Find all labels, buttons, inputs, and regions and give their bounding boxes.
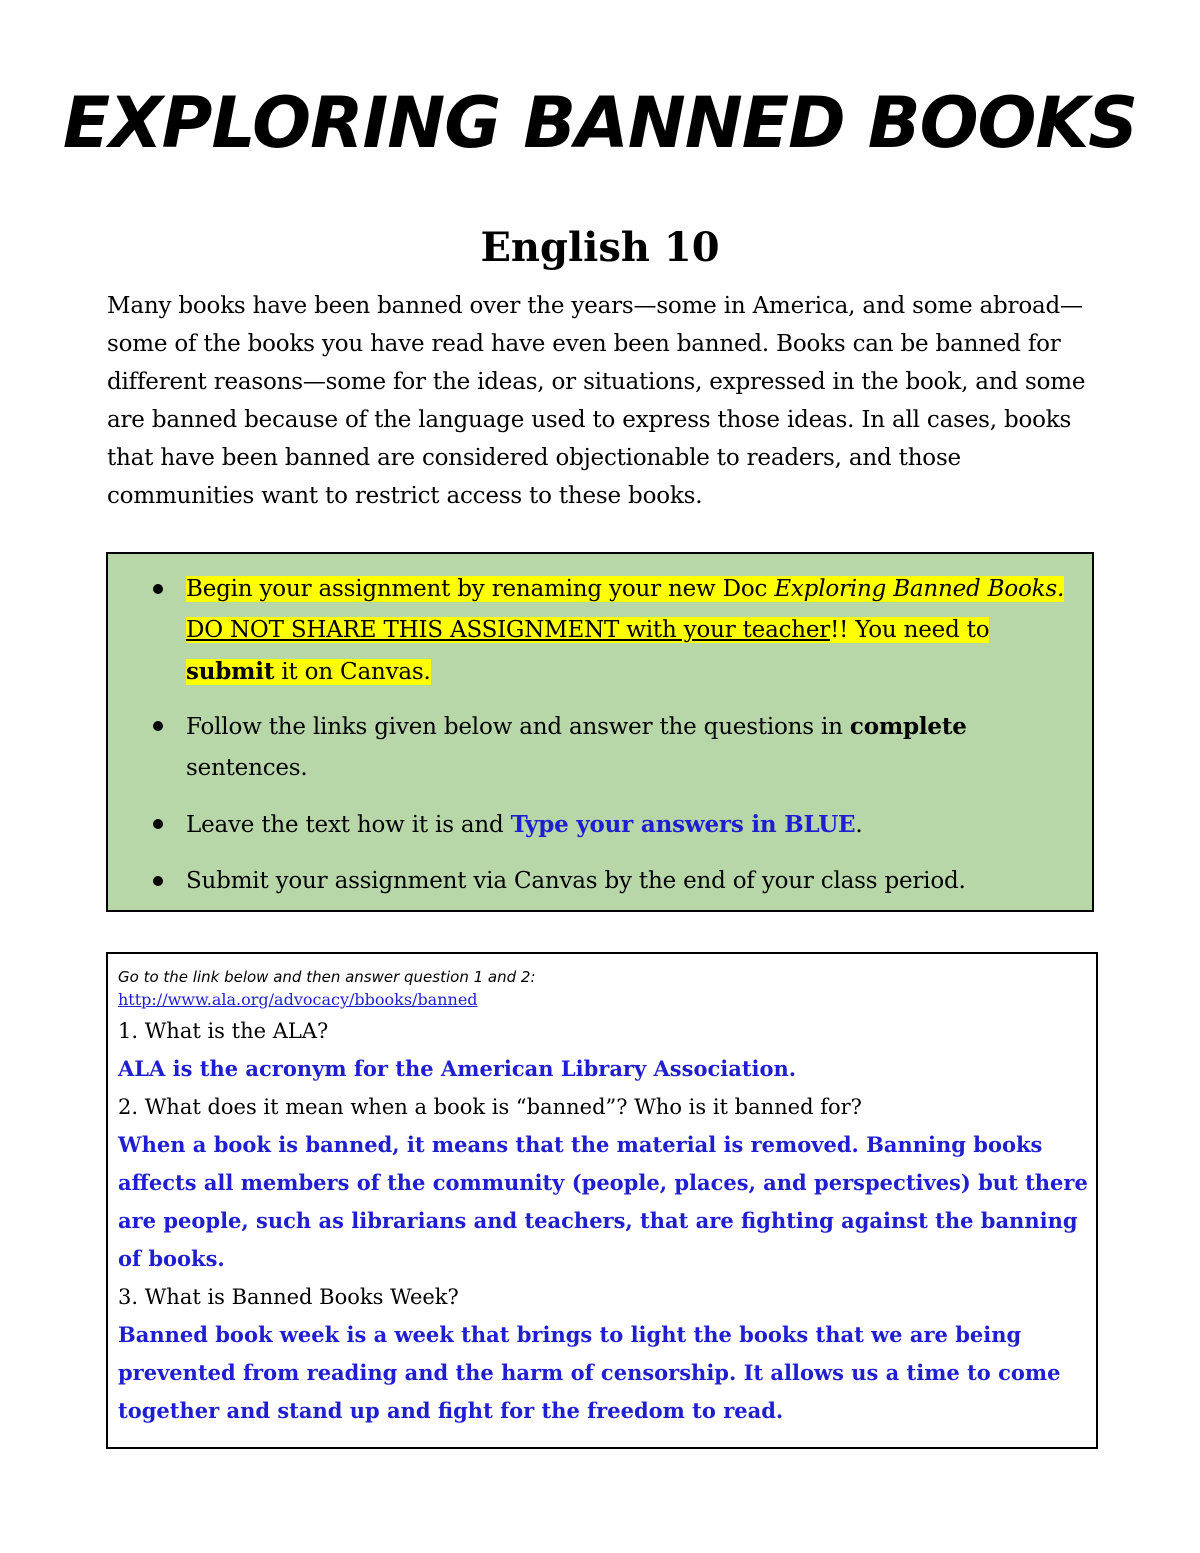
bullet-icon <box>153 819 163 829</box>
instruction-item: Submit your assignment via Canvas by the end of your class period. <box>186 861 1066 902</box>
instruction-item: Leave the text how it is and Type your answers in BLUE. <box>186 804 1066 846</box>
answer-3: Banned book week is a week that brings to light the books that we are being prevented from reading and the harm of censorship. It allows us a time to come together and stand up and fight for the freedom to read. <box>118 1322 1061 1423</box>
instructions-box <box>106 552 1094 912</box>
question-3: 3. What is Banned Books Week? <box>118 1285 459 1309</box>
intro-paragraph: Many books have been banned over the years—some in America, and some abroad—some of the books you have read have even been banned. Books can be banned for different reasons—some for the ideas, or situations, expressed in the book, and some are banned because of the language used to express those ideas. In all cases, books that have been banned are considered objectionable to readers, and those communities want to restrict access to these books. <box>107 293 1086 509</box>
answer-2: When a book is banned, it means that the material is removed. Banning books affects all members of the community (people, places, and perspectives) but there are people, such as librarians and teachers, that are fighting against the banning of books. <box>118 1132 1088 1271</box>
questions-box <box>106 952 1098 1449</box>
bullet-icon <box>153 584 163 594</box>
course-subtitle: English 10 <box>480 224 720 271</box>
ala-link[interactable]: http://www.ala.org/advocacy/bbooks/banned <box>118 990 478 1009</box>
link-instruction: Go to the link below and then answer question 1 and 2: <box>118 968 536 986</box>
bullet-icon <box>153 876 163 886</box>
answer-1: ALA is the acronym for the American Library Association. <box>118 1056 797 1081</box>
instruction-item <box>186 569 1066 693</box>
highlighted-instruction: Begin your assignment by renaming your new Doc Exploring Banned Books. DO NOT SHARE THIS ASSIGNMENT with your teacher!! You need to submit it on Canvas. <box>186 576 1065 685</box>
instruction-item: Follow the links given below and answer the questions in complete sentences. <box>186 706 1066 789</box>
question-1: 1. What is the ALA? <box>118 1019 329 1043</box>
bullet-icon <box>153 721 163 731</box>
question-2: 2. What does it mean when a book is “banned”? Who is it banned for? <box>118 1095 862 1119</box>
page-title: EXPLORING BANNED BOOKS <box>62 82 1138 164</box>
